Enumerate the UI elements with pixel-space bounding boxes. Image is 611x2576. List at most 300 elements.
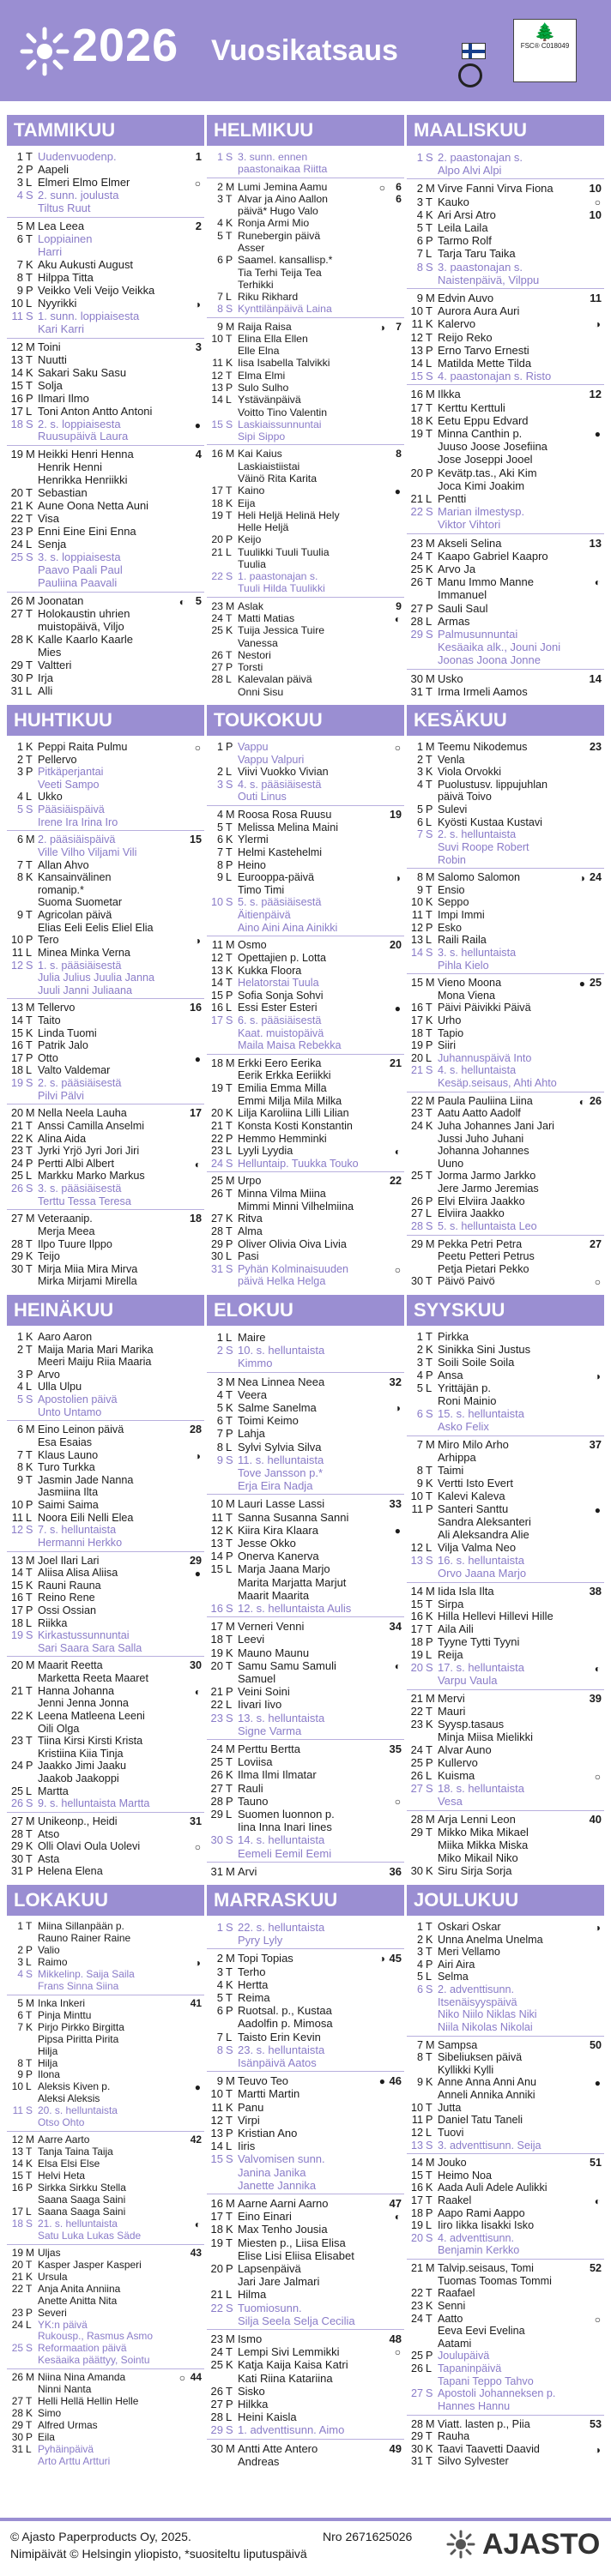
weekday-letter: P (426, 1958, 433, 1971)
ajasto-logo-icon (446, 2530, 475, 2559)
weekday-letter: M (226, 1056, 235, 1069)
moon-phase-icon: ◑ (594, 1922, 601, 1934)
month-title: TAMMIKUU (7, 115, 204, 146)
day-names: Pertti Albi Albert (38, 1157, 115, 1170)
day-number: 25 (10, 1170, 23, 1183)
weekday-letter: P (426, 466, 433, 479)
day-row (407, 1598, 604, 1611)
day-names: Taimi (438, 1463, 464, 1477)
day-names: Heikki Henri Henna Henrik Henni Henrikka Henriikki (38, 448, 134, 487)
day-names: Aatto Eeva Eevi Evelina Aatami (438, 2312, 525, 2350)
day-names: Apostoli Johanneksen p. Hannes Hannu (438, 2387, 556, 2412)
day-row (407, 1555, 604, 1580)
moon-phase-icon: ● (394, 485, 401, 498)
day-row (7, 1969, 204, 1993)
day-names: Arja Lenni Leon (438, 1813, 516, 1827)
weekday-letter: P (426, 1195, 433, 1207)
day-row (207, 485, 404, 497)
weekday-letter: M (426, 2262, 435, 2275)
day-number: 5 (216, 821, 223, 834)
day-number: 17 (10, 404, 23, 418)
weekday-letter: M (26, 2246, 34, 2259)
weekday-letter: T (226, 2210, 233, 2224)
day-row (7, 1158, 204, 1171)
day-names: Helvi Heta (38, 2170, 86, 2182)
day-row (207, 952, 404, 965)
day-names: Allan Ahvo (38, 858, 89, 871)
week-divider (207, 1171, 404, 1172)
day-number: 2 (416, 182, 423, 196)
moon-phase-icon: ◑ (594, 1369, 601, 1382)
day-names: Markku Marko Markus (38, 1170, 145, 1183)
week-number: 38 (589, 1584, 602, 1598)
day-names: YK:n päivä Rukousp., Rasmus Asmo (38, 2318, 154, 2343)
day-row (207, 1795, 404, 1808)
day-row (7, 1145, 204, 1158)
day-names: Lilja Karoliina Lilli Lilian (238, 1107, 349, 1120)
day-row (207, 859, 404, 872)
weekday-letter: S (26, 1967, 33, 1980)
day-names: Martti Martin (238, 2087, 300, 2101)
day-number: 21 (211, 545, 223, 558)
week-number: 10 (589, 182, 602, 196)
weekday-letter: T (26, 1343, 33, 1356)
day-row (407, 208, 604, 221)
day-row (7, 2081, 204, 2105)
day-row (407, 563, 604, 575)
day-names: Aku Aukusti August (38, 257, 134, 271)
day-number: 11 (11, 1511, 23, 1524)
day-row (407, 685, 604, 698)
day-names: Heli Heljä Helinä Hely Helle Heljä (238, 509, 340, 534)
day-row (207, 834, 404, 846)
weekday-letter: M (26, 219, 35, 232)
weekday-letter: K (26, 365, 33, 379)
day-number: 9 (416, 292, 423, 304)
day-names: Tanja Taina Taija (38, 2146, 113, 2158)
fsc-logo: 🌲 FSC® C018049 (513, 19, 577, 82)
day-number: 9 (216, 871, 223, 884)
day-number: 5 (217, 229, 223, 242)
week-divider (207, 1372, 404, 1373)
day-number: 16 (210, 1602, 223, 1615)
day-names: Salme Sanelma (238, 1401, 317, 1414)
weekday-letter: L (426, 1381, 433, 1394)
day-row (207, 2358, 404, 2384)
day-row (407, 2350, 604, 2362)
day-names: Kalervo (438, 317, 476, 331)
day-names: Matti Matias (238, 612, 295, 625)
day-names: Reino Rene (38, 1592, 95, 1604)
weekday-letter: S (26, 1077, 33, 1090)
day-number: 15 (410, 2169, 423, 2182)
day-names: Tarmo Rolf (438, 234, 492, 248)
weekday-letter: L (426, 1540, 433, 1554)
day-names: Topi Topias (238, 1952, 293, 1965)
weekday-letter: P (226, 1794, 233, 1808)
day-number: 18 (410, 1635, 423, 1649)
day-number: 14 (410, 357, 423, 370)
day-names: Ukko (38, 791, 63, 803)
day-names: Oskari Oskar (438, 1921, 501, 1933)
weekday-letter: T (226, 485, 233, 497)
week-number: 36 (389, 1864, 402, 1878)
day-names: 12. s. helluntaista Aulis (238, 1602, 352, 1615)
day-number: 21 (210, 2288, 223, 2302)
day-row (407, 803, 604, 816)
week-number: 30 (189, 1659, 202, 1672)
day-row (207, 509, 404, 534)
weekday-letter: T (26, 2146, 33, 2158)
day-names: Helli Hellä Hellin Helle (38, 2395, 139, 2408)
day-names: Alli (38, 684, 53, 698)
day-names: Ursula (38, 2270, 68, 2283)
day-number: 8 (16, 270, 23, 284)
weekday-letter: P (26, 2068, 33, 2081)
day-names: Tero (38, 934, 59, 947)
day-row (207, 1991, 404, 2004)
day-number: 10 (10, 296, 23, 310)
weekday-letter: M (226, 2074, 235, 2088)
moon-phase-icon: ○ (194, 742, 201, 754)
day-row (407, 575, 604, 601)
day-names: Jasmin Jade Nanna Jasmiina Ilta (38, 1473, 134, 1499)
weekday-letter: M (426, 388, 435, 401)
week-number: 27 (589, 1237, 602, 1250)
day-row (7, 1423, 204, 1448)
weekday-letter: T (26, 1039, 33, 1052)
week-number: 15 (189, 834, 202, 846)
day-row (207, 418, 404, 443)
moon-phase-icon: ● (594, 428, 601, 440)
day-names: Ylermi (238, 834, 269, 846)
day-names: Loppiainen Harri (38, 232, 93, 258)
day-names: Unna Anelma Unelma (438, 1933, 543, 1946)
day-row (7, 672, 204, 685)
day-names: Miro Milo Arho Arhippa (438, 1437, 509, 1464)
day-row (407, 2076, 604, 2101)
day-names: Raakel (438, 2194, 472, 2206)
weekday-letter: P (226, 2398, 233, 2410)
day-row (407, 182, 604, 195)
weekday-letter: T (426, 1489, 433, 1502)
weekday-letter: M (426, 1437, 435, 1451)
weekday-letter: L (226, 1145, 233, 1158)
day-number: 27 (211, 661, 223, 674)
weekday-letter: M (226, 2197, 235, 2210)
day-number: 20 (210, 2262, 223, 2275)
day-number: 14 (410, 1584, 423, 1598)
weekday-letter: S (226, 1157, 233, 1170)
weekday-letter: L (226, 1562, 233, 1576)
day-row (407, 2287, 604, 2300)
day-number: 1 (16, 150, 23, 163)
day-number: 22 (210, 1132, 223, 1145)
day-names: Taavi Taavetti Daavid (438, 2442, 540, 2455)
day-names: Talvip.seisaus, Tomi Tuomas Toomas Tommi (438, 2262, 552, 2287)
week-number: 48 (389, 2332, 402, 2345)
week-divider (407, 1435, 604, 1436)
day-names: Emilia Emma Milla Emmi Milja Mila Milka (238, 1082, 342, 1107)
day-number: 15 (410, 370, 423, 383)
day-row (207, 533, 404, 545)
day-number: 24 (210, 1742, 223, 1755)
day-names: 18. s. helluntaista Vesa (438, 1782, 524, 1809)
day-row (7, 1393, 204, 1418)
weekday-letter: L (426, 1648, 433, 1662)
finnish-flag-icon (462, 43, 486, 59)
day-row (407, 1693, 604, 1706)
day-names: Veini Soini (238, 1685, 290, 1699)
day-number: 9 (16, 909, 23, 922)
day-row (207, 151, 404, 176)
day-number: 30 (210, 1250, 223, 1263)
day-names: Yrittäjän p. Roni Mainio (438, 1381, 497, 1407)
moon-phase-icon: ◐ (578, 1095, 585, 1108)
weekday-letter: T (26, 2008, 33, 2021)
month-title: ELOKUU (207, 1295, 404, 1326)
day-names: Miina Sillanpään p. Rauno Rainer Raine (38, 1920, 131, 1944)
weekday-letter: M (26, 1554, 35, 1567)
weekday-letter: T (426, 1002, 433, 1014)
weekday-letter: L (26, 2080, 32, 2093)
day-number: 20 (11, 2258, 23, 2271)
day-names: Iida Isla Ilta (438, 1584, 494, 1598)
weekday-letter: T (26, 909, 33, 922)
day-row (207, 1175, 404, 1188)
day-row (407, 1465, 604, 1478)
day-number: 7 (16, 257, 23, 271)
day-row (407, 628, 604, 667)
weekday-letter: T (426, 2430, 433, 2443)
day-number: 25 (410, 1756, 423, 1770)
day-names: Vilja Valma Neo (438, 1540, 517, 1554)
weekday-letter: K (426, 1718, 433, 1731)
day-names: Daniel Tatu Taneli (438, 2114, 523, 2127)
weekday-letter: K (426, 1476, 433, 1490)
day-number: 2 (416, 753, 423, 766)
copyright: © Ajasto Paperproducts Oy, 2025. (10, 2530, 191, 2543)
weekday-letter: T (426, 1743, 433, 1757)
day-row (207, 1524, 404, 1537)
weekday-letter: K (426, 1610, 433, 1623)
weekday-letter: M (426, 977, 435, 990)
weekday-letter: P (226, 1237, 233, 1250)
moon-phase-icon: ○ (394, 742, 401, 754)
day-names: Sirpa (438, 1597, 464, 1610)
day-row (407, 1934, 604, 1947)
weekday-letter: T (26, 2170, 33, 2182)
day-row (407, 1344, 604, 1357)
week-number: 40 (589, 1813, 602, 1827)
day-row (207, 1952, 404, 1965)
week-number: 28 (189, 1423, 202, 1436)
weekday-letter: L (226, 673, 232, 686)
day-number: 4 (16, 791, 23, 803)
weekday-letter: M (226, 1375, 235, 1388)
day-names: 4. s. helluntaista Kesäp.seisaus, Ahti Ahto (438, 1064, 557, 1090)
day-row (7, 1014, 204, 1027)
day-row (7, 233, 204, 259)
weekday-letter: M (426, 671, 435, 685)
moon-phase-icon: ● (194, 418, 201, 431)
day-number: 16 (210, 2197, 223, 2210)
moon-phase-icon: ◑ (594, 2443, 601, 2456)
day-number: 12 (410, 1540, 423, 1554)
day-row (207, 546, 404, 571)
day-number: 25 (211, 624, 223, 637)
weekday-letter: K (226, 1107, 233, 1120)
day-number: 22 (410, 2287, 423, 2300)
day-number: 3 (217, 192, 223, 205)
day-names: Tuomiosunn. Silja Seela Selja Cecilia (238, 2301, 355, 2327)
day-number: 9 (16, 283, 23, 297)
week-divider (7, 830, 204, 831)
day-row (407, 1983, 604, 2033)
day-number: 19 (410, 2219, 423, 2232)
weekday-letter: M (226, 1952, 235, 1965)
week-number: 20 (389, 939, 402, 952)
day-names: Sakari Saku Sasu (38, 365, 127, 379)
day-row (207, 2223, 404, 2236)
day-names: Arvi (238, 1864, 257, 1878)
day-names: Ronja Armi Mio (238, 217, 310, 230)
day-number: 12 (210, 951, 223, 964)
day-names: Olli Olavi Oula Uolevi (38, 1840, 141, 1853)
week-divider (207, 1739, 404, 1740)
day-row (207, 1427, 404, 1440)
weekday-letter: T (226, 1414, 233, 1428)
day-number: 9 (216, 2074, 223, 2088)
week-number: 17 (189, 1107, 202, 1120)
day-names: Tauno (238, 1794, 269, 1808)
day-names: Uljas (38, 2246, 61, 2259)
day-number: 23 (10, 1145, 23, 1158)
day-number: 14 (410, 946, 423, 959)
day-names: Ystävänpäivä Voitto Tino Valentin (238, 394, 328, 418)
day-names: Erno Tarvo Ernesti (438, 343, 529, 357)
month-title: MAALISKUU (407, 115, 604, 146)
weekday-letter: K (26, 2270, 33, 2283)
weekday-letter: T (426, 2169, 433, 2182)
day-row (7, 1002, 204, 1014)
day-names: Martta (38, 1785, 69, 1797)
weekday-letter: K (226, 1768, 233, 1782)
weekday-letter: K (226, 2100, 233, 2114)
weekday-letter: L (26, 791, 33, 803)
day-number: 7 (217, 291, 223, 304)
day-number: 17 (410, 1622, 423, 1636)
day-names: Nyyrikki (38, 296, 77, 310)
day-row (7, 1524, 204, 1549)
day-number: 16 (410, 1610, 423, 1623)
day-row (407, 1478, 604, 1490)
weekday-letter: K (26, 2407, 33, 2420)
day-row (407, 1503, 604, 1542)
day-number: 21 (410, 1692, 423, 1706)
moon-phase-icon: ◐ (194, 1685, 201, 1698)
day-names: 4. adventtisunn. Benjamin Kerkko (438, 2231, 520, 2257)
day-names: Aapeli (38, 162, 70, 176)
day-names: 3. sunn. ennen paastonaikaa Riitta (238, 151, 328, 176)
day-names: Sampsa (438, 2038, 478, 2051)
day-row (207, 1768, 404, 1781)
weekday-letter: M (426, 2417, 435, 2430)
day-row (7, 1921, 204, 1945)
day-names: Silvo Sylvester (438, 2455, 509, 2468)
week-number: 52 (589, 2262, 602, 2275)
day-names: Opettajien p. Lotta (238, 951, 327, 964)
day-number: 15 (210, 989, 223, 1002)
week-divider (407, 2036, 604, 2037)
day-names: Tuovi (438, 2126, 464, 2139)
day-row (7, 406, 204, 418)
day-number: 4 (216, 1977, 223, 1991)
day-row (7, 1555, 204, 1568)
day-names: Loviisa (238, 1755, 273, 1769)
weekday-letter: K (226, 964, 233, 977)
weekday-letter: T (426, 2101, 433, 2114)
day-row (207, 1250, 404, 1263)
day-names: 11. s. helluntaista Tove Jansson p.* Erja Eira Nadja (238, 1453, 324, 1493)
weekday-letter: T (226, 1225, 233, 1237)
day-number: 6 (216, 1414, 223, 1428)
day-row (7, 2408, 204, 2420)
day-names: Sauli Saul (438, 601, 488, 615)
weekday-letter: S (26, 1183, 33, 1195)
day-number: 29 (210, 1808, 223, 1821)
moon-phase-icon: ○ (594, 1276, 601, 1289)
day-number: 10 (211, 332, 223, 345)
day-names: Pekka Petri Petra Peetu Petteri Petrus Petja Pietari Pekko (438, 1237, 535, 1275)
day-number: 21 (410, 2262, 423, 2275)
moon-phase-icon: ◐ (394, 2211, 401, 2224)
day-names: Unikeonp., Heidi (38, 1815, 118, 1827)
month-title: HUHTIKUU (7, 705, 204, 736)
weekday-letter: M (26, 448, 35, 461)
day-names: Klaus Launo (38, 1448, 99, 1461)
day-row (7, 1659, 204, 1684)
weekday-letter: K (26, 1250, 33, 1263)
weekday-letter: T (26, 1684, 33, 1697)
weekday-letter: M (26, 594, 35, 608)
day-row (7, 595, 204, 608)
day-number: 6 (416, 234, 423, 248)
day-row (207, 1213, 404, 1225)
day-names: Iivari Iivo (238, 1698, 282, 1712)
day-row (407, 1002, 604, 1014)
day-number: 28 (10, 1237, 23, 1250)
footer (0, 2518, 611, 2576)
day-names: Kristian Ano (238, 2127, 298, 2140)
day-row (407, 331, 604, 344)
day-number: 24 (210, 2345, 223, 2359)
day-names: Toimi Keimo (238, 1414, 299, 1428)
day-number: 18 (210, 1633, 223, 1646)
day-row (207, 2087, 404, 2100)
week-number: 31 (189, 1815, 202, 1827)
day-number: 20 (10, 486, 23, 500)
weekday-letter: P (26, 1604, 33, 1616)
day-names: Edvin Auvo (438, 292, 494, 304)
week-number: 53 (589, 2417, 602, 2430)
week-number: 39 (589, 1692, 602, 1706)
day-number: 2 (16, 753, 23, 766)
day-number: 29 (10, 659, 23, 672)
day-number: 13 (10, 352, 23, 366)
day-names: Torsti (238, 661, 263, 674)
weekday-letter: L (226, 2288, 233, 2302)
